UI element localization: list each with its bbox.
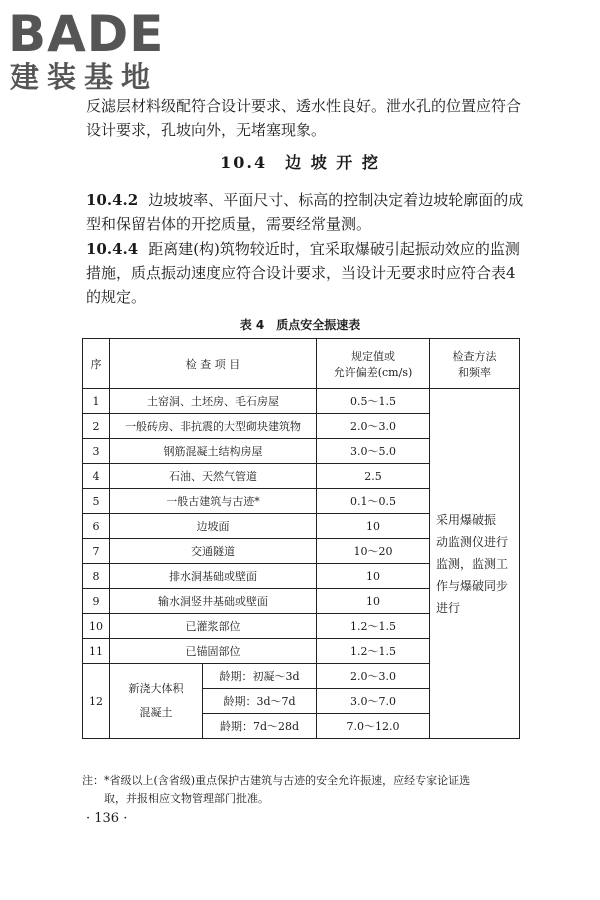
- cell-item: [110, 664, 203, 739]
- cell-value: 2.5: [317, 464, 430, 489]
- cell-value: 2.0～3.0: [317, 414, 430, 439]
- header-value: [317, 339, 430, 389]
- table-caption: 表 4 质点安全振速表: [239, 318, 361, 332]
- cell-value: 10: [317, 589, 430, 614]
- cell-item: 钢筋混凝土结构房屋: [110, 439, 317, 464]
- cell-value: 1.2～1.5: [317, 614, 430, 639]
- section-title: 10.4 边 坡 开 挖: [220, 153, 380, 172]
- method-line: 监测，监测工: [436, 556, 509, 571]
- cell-no: 7: [83, 539, 110, 564]
- cell-no: 11: [83, 639, 110, 664]
- cell-value: 0.5～1.5: [317, 389, 430, 414]
- cell-value: 7.0～12.0: [317, 714, 430, 739]
- cell-item: 已锚固部位: [110, 639, 317, 664]
- cell-value: 10: [317, 564, 430, 589]
- cell-value: 3.0～5.0: [317, 439, 430, 464]
- method-line: 进行: [436, 600, 461, 615]
- cell-item: 排水洞基础或壁面: [110, 564, 317, 589]
- clause-10-4-2: [86, 188, 526, 236]
- header-method: [430, 339, 520, 389]
- item-line2: 混凝土: [139, 706, 173, 719]
- cell-no: 1: [83, 389, 110, 414]
- logo: [8, 6, 178, 98]
- cell-item: 一般砖房、非抗震的大型砌块建筑物: [110, 414, 317, 439]
- header-method-line1: 检查方法: [452, 349, 497, 363]
- cell-item: 已灌浆部位: [110, 614, 317, 639]
- cell-value: 1.2～1.5: [317, 639, 430, 664]
- cell-no: 5: [83, 489, 110, 514]
- table-header-row: [83, 339, 520, 389]
- cell-no: 12: [83, 664, 110, 739]
- cell-no: 2: [83, 414, 110, 439]
- cell-age: 龄期：3d～7d: [203, 689, 317, 714]
- cell-no: 10: [83, 614, 110, 639]
- clause-number: 10.4.4: [86, 240, 139, 258]
- cell-method: [430, 389, 520, 739]
- method-line: 动监测仪进行: [436, 534, 509, 549]
- cell-no: 8: [83, 564, 110, 589]
- footnote-line2: 取，并报相应文物管理部门批准。: [104, 792, 269, 805]
- clause-text: 边坡坡率、平面尺寸、标高的控制决定着边坡轮廓面的成型和保留岩体的开挖质量，需要经常量测。: [86, 191, 524, 233]
- header-method-line2: 和频率: [458, 365, 491, 379]
- cell-age: 龄期：初凝～3d: [203, 664, 317, 689]
- footnote-line1: 注：*省级以上(含省级)重点保护古建筑与古迹的安全允许振速，应经专家论证选: [82, 774, 471, 787]
- method-line: 采用爆破振: [436, 512, 497, 527]
- cell-value: 0.1～0.5: [317, 489, 430, 514]
- clause-text: 距离建(构)筑物较近时，宜采取爆破引起振动效应的监测措施，质点振动速度应符合设计要求，当设计无要求时应符合表4的规定。: [86, 240, 520, 306]
- clause-10-4-4: [86, 237, 526, 309]
- method-line: 作与爆破同步: [436, 578, 509, 593]
- cell-item: 输水洞竖井基础或壁面: [110, 589, 317, 614]
- cell-item: 交通隧道: [110, 539, 317, 564]
- cell-no: 6: [83, 514, 110, 539]
- cell-item: 一般古建筑与古迹*: [110, 489, 317, 514]
- cell-item: 土窑洞、土坯房、毛石房屋: [110, 389, 317, 414]
- cell-no: 3: [83, 439, 110, 464]
- logo-subtitle: 建装基地: [10, 60, 159, 94]
- vibration-velocity-table: [82, 338, 520, 739]
- header-item: 检 查 项 目: [110, 339, 317, 389]
- page-number: · 136 ·: [86, 811, 128, 826]
- header-value-line2: 允许偏差(cm/s): [333, 365, 413, 379]
- table-row: [83, 389, 520, 414]
- cell-item: 石油、天然气管道: [110, 464, 317, 489]
- cell-no: 4: [83, 464, 110, 489]
- cell-value: 3.0～7.0: [317, 689, 430, 714]
- item-line1: 新浇大体积: [128, 682, 184, 695]
- cell-no: 9: [83, 589, 110, 614]
- header-no: 序: [83, 339, 110, 389]
- cell-item: 边坡面: [110, 514, 317, 539]
- cell-value: 2.0～3.0: [317, 664, 430, 689]
- logo-word: BADE: [8, 5, 165, 63]
- header-value-line1: 规定值或: [351, 349, 395, 363]
- cell-value: 10: [317, 514, 430, 539]
- clause-number: 10.4.2: [86, 191, 139, 209]
- intro-paragraph: 反滤层材料级配符合设计要求、透水性良好。泄水孔的位置应符合设计要求，孔坡向外，无堵塞现象。: [86, 97, 522, 139]
- cell-value: 10～20: [317, 539, 430, 564]
- cell-age: 龄期：7d～28d: [203, 714, 317, 739]
- table-footnote: [82, 772, 532, 808]
